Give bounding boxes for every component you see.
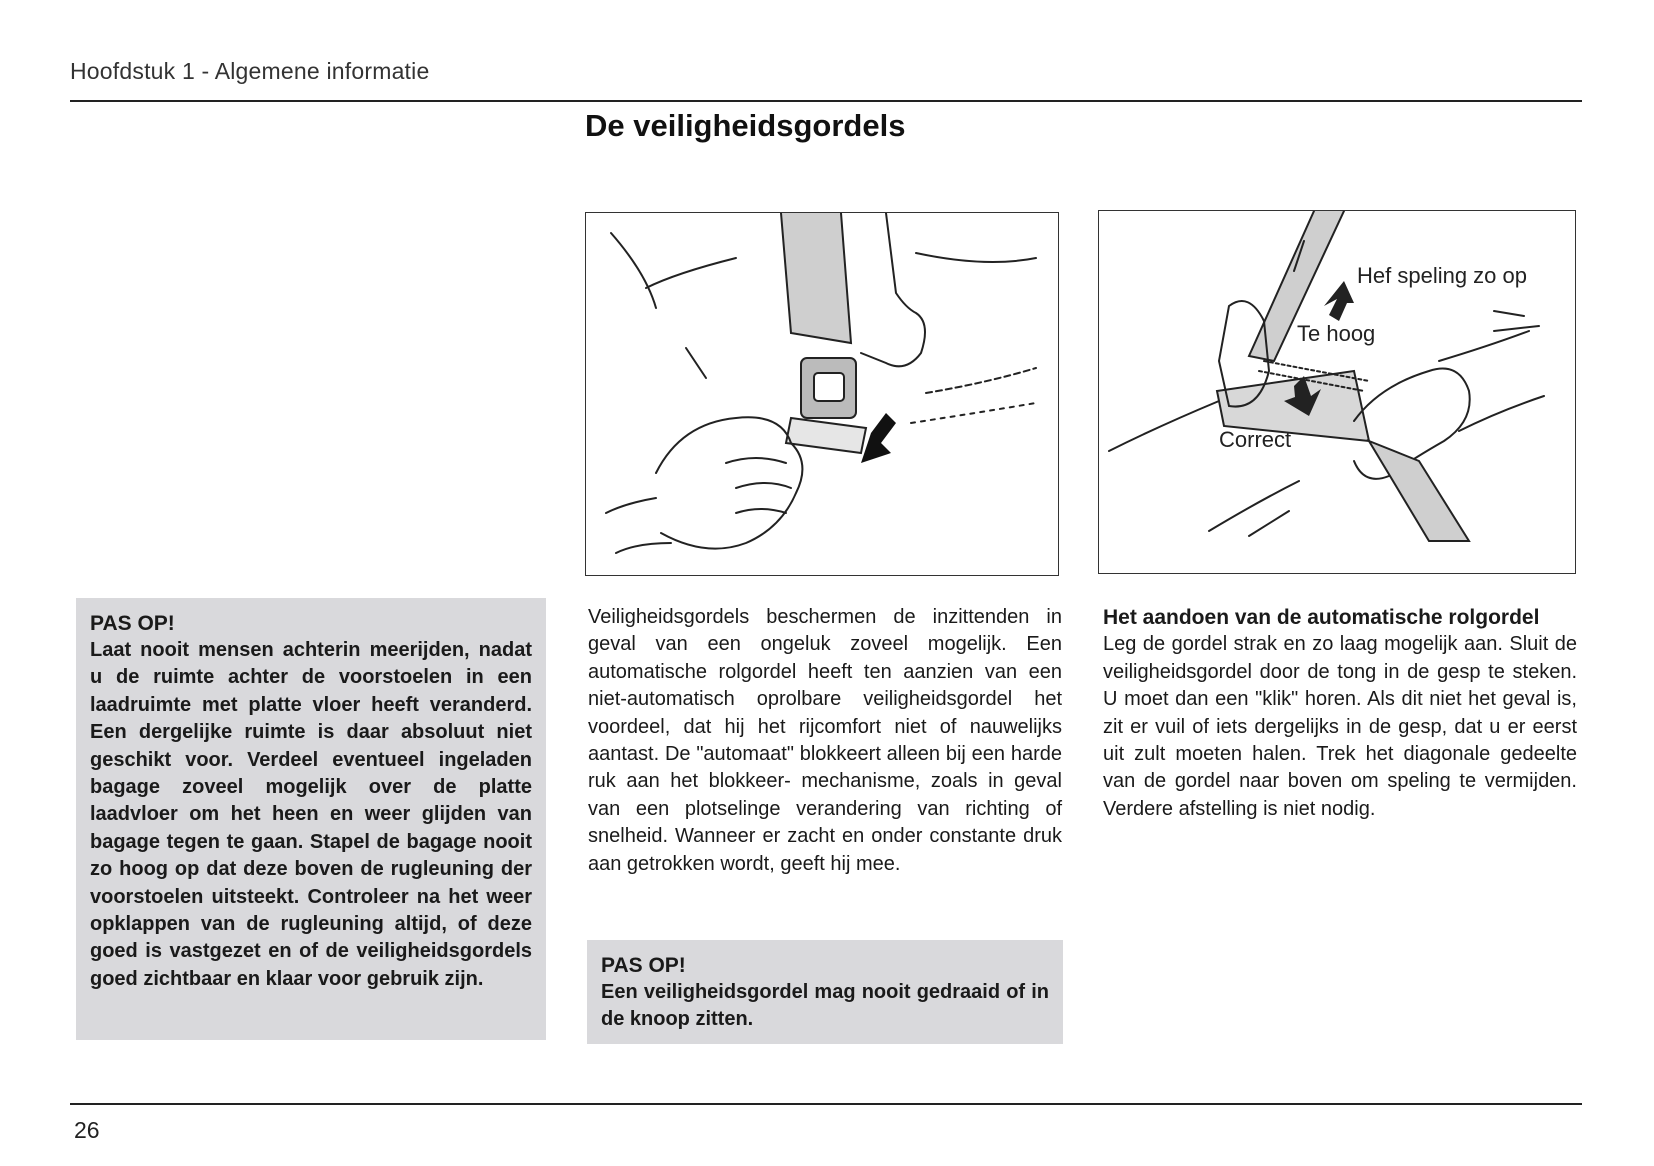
page-title: De veiligheidsgordels <box>585 108 906 143</box>
adjust-drawing <box>1099 211 1575 573</box>
header-rule <box>70 100 1582 102</box>
warning-title: PAS OP! <box>601 954 686 977</box>
warning-box-middle <box>587 940 1063 1044</box>
section-heading: Het aandoen van de automatische rolgordel <box>1103 606 1540 629</box>
middle-column-text: Veiligheidsgordels beschermen de inzittenden in geval van een ongeluk zoveel mogelijk. Een automatische rolgordel heeft ten aanzien van een niet-automatisch oprolbare veiligheidsgordel het voordeel, dat hij het rijcomfort niet of nauwelijks aantast. De "automaat" blokkeert alleen bij een harde ruk aan het blokkeer- mechanisme, zoals in geval van een plotselinge verandering van richting of snelheid. Wanneer er zacht en onder constante druk aan getrokken wordt, geeft hij mee. <box>588 606 1062 875</box>
warning-text: Laat nooit mensen achterin meerijden, nadat u de ruimte achter de voorstoelen in een laadruimte met platte vloer heeft veranderd. Een dergelijke ruimte is daar absoluut niet geschikt voor. Verdeel eventueel ingeladen bagage zoveel mogelijk over de platte laadvloer om het heen en weer glijden van bagage tegen te gaan. Stapel de bagage nooit zo hoog op dat deze boven de rugleuning der voorstoelen uitsteekt. Controleer na het weer opklappen van de rugleuning altijd, of deze goed is vastgezet en of de veiligheidsgordels goed zichtbaar en klaar voor gebruik zijn. <box>90 639 532 990</box>
right-column-text: Leg de gordel strak en zo laag mogelijk aan. Sluit de veiligheidsgordel door de tong in de gesp te steken. U moet dan een "klik" horen. Als dit niet het geval is, zit er vuil of iets dergelijks in de gesp, dat u er eerst uit zult moeten halen. Trek het diagonale gedeelte van de gordel naar boven om speling te vermijden. Verdere afstelling is niet nodig. <box>1103 633 1577 820</box>
chapter-header: Hoofdstuk 1 - Algemene informatie <box>70 58 430 84</box>
buckle-drawing <box>586 213 1058 575</box>
label-too-high: Te hoog <box>1297 321 1376 346</box>
warning-text: Een veiligheidsgordel mag nooit gedraaid of in de knoop zitten. <box>601 981 1049 1031</box>
figure-buckle-illustration <box>585 212 1059 576</box>
page-number: 26 <box>74 1117 100 1143</box>
warning-box-left <box>76 598 546 1040</box>
right-column <box>1103 604 1577 823</box>
figure-adjust-illustration <box>1098 210 1576 574</box>
label-lift: Hef speling zo op <box>1357 263 1527 288</box>
label-correct: Correct <box>1219 427 1292 452</box>
footer-rule <box>70 1103 1582 1105</box>
warning-title: PAS OP! <box>90 612 175 635</box>
